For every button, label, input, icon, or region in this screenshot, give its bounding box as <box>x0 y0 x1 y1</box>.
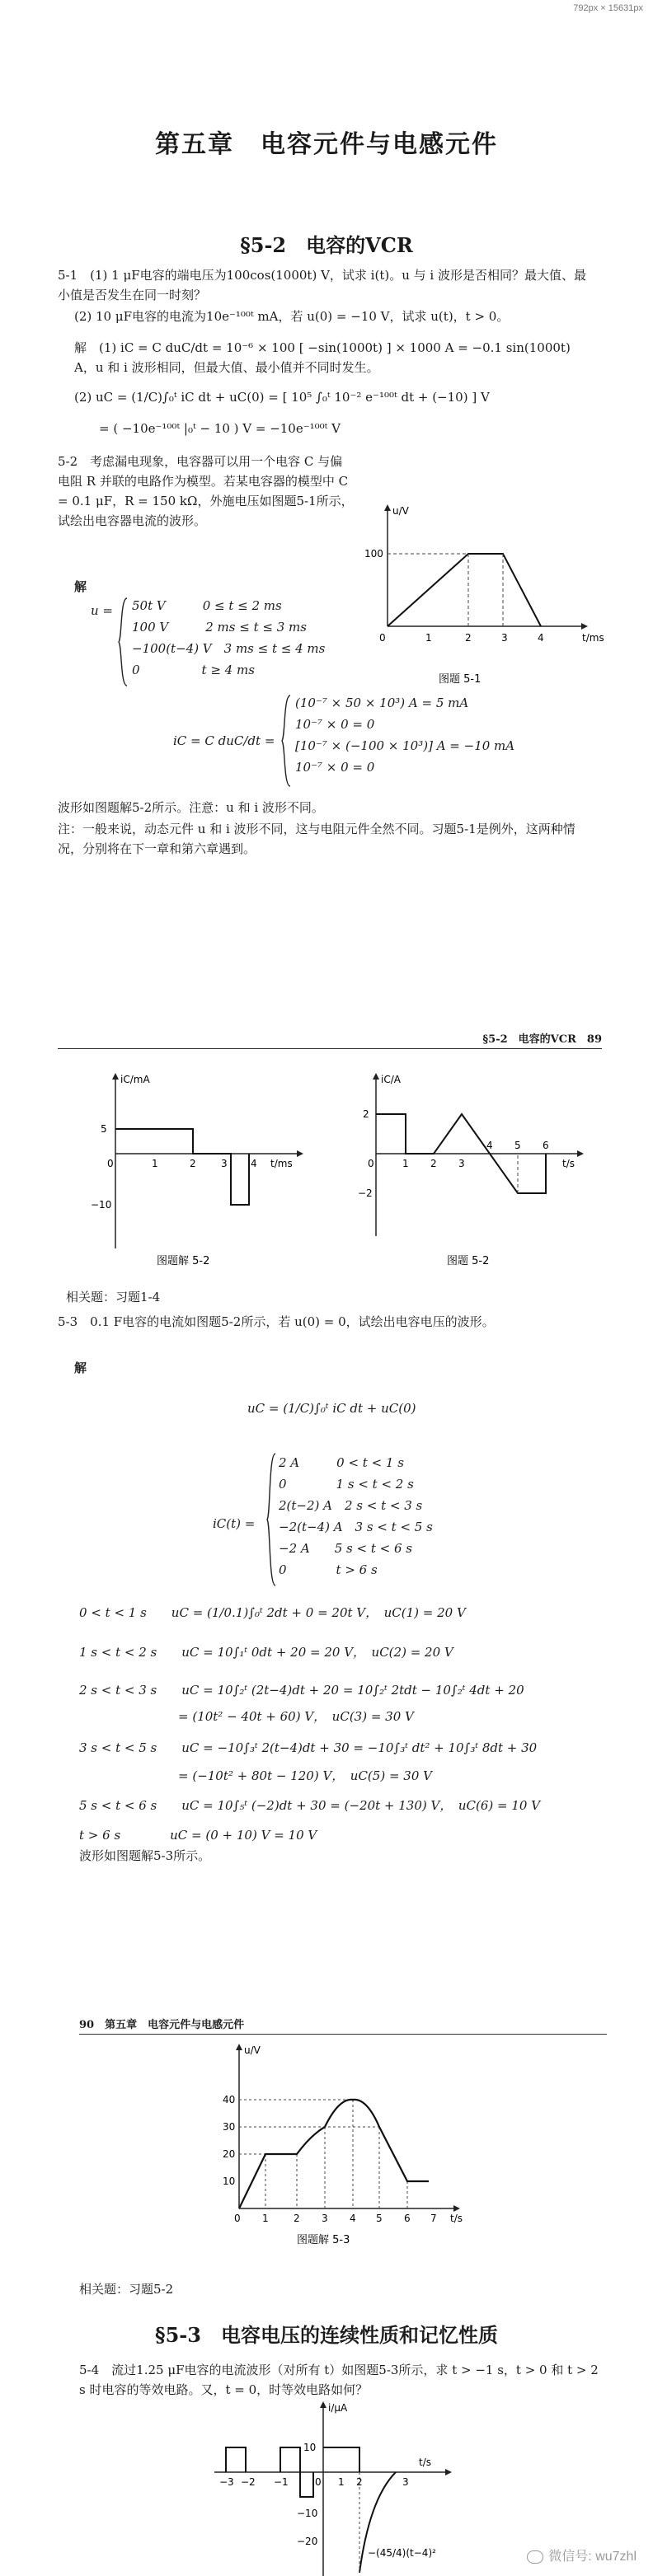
fig-sol53-xtick: 0 <box>234 2213 241 2224</box>
fig53-xlabel: t/s <box>419 2457 431 2468</box>
running-head-89: §5-2 电容的VCR 89 <box>482 1033 602 1046</box>
fig51-xtick: 0 <box>379 632 386 644</box>
fig52-xtick: 1 <box>402 1158 409 1169</box>
ic-case: (10⁻⁷ × 50 × 10³) A = 5 mA <box>295 696 469 710</box>
fig-sol52-xtick: 1 <box>152 1158 158 1169</box>
section-5-2-title: §5-2 电容的VCR <box>240 233 413 257</box>
fig-sol53-xlabel: t/s <box>450 2213 463 2224</box>
fig52-ytick: −2 <box>358 1187 373 1199</box>
chat-bubble-icon <box>527 2550 543 2564</box>
header-rule <box>79 2034 607 2035</box>
brace-ic-t <box>265 1452 277 1587</box>
fig53-xtick: 0 <box>315 2476 322 2488</box>
fig52-xlabel: t/s <box>562 1158 575 1169</box>
problem-5-2-note: 注：一般来说，动态元件 u 和 i 波形不同，这与电阻元件全然不同。习题5-1是例外，这两种情况，分别将在下一章和第六章遇到。 <box>58 822 575 856</box>
fig53-xtick: −1 <box>274 2476 289 2488</box>
ic-t-case: −2 A 5 s < t < 6 s <box>279 1541 412 1556</box>
fig-sol52-ytick: 5 <box>101 1123 107 1135</box>
fig-sol53-caption: 图题解 5-3 <box>297 2234 350 2246</box>
ic-label: iC = C duC/dt = <box>173 733 275 748</box>
section-5-3-title: §5-3 电容电压的连续性质和记忆性质 <box>155 2323 498 2347</box>
fig-sol52-ytick: −10 <box>91 1199 112 1211</box>
fig-sol52-ylabel: iC/mA <box>120 1074 150 1085</box>
u-case: −100(t−4) V 3 ms ≤ t ≤ 4 ms <box>132 641 326 656</box>
fig53-xtick: 2 <box>356 2476 363 2488</box>
brace-ic <box>280 694 292 788</box>
fig-sol53-ytick: 10 <box>223 2176 236 2187</box>
fig-sol52-xtick: 3 <box>221 1158 228 1169</box>
fig53-xtick: −3 <box>219 2476 234 2488</box>
solution-row: 2 s < t < 3 s uC = 10∫₂ᵗ (2t−4)dt + 20 = 10∫₂ᵗ 2tdt − 10∫₂ᵗ 4dt + 20 <box>79 1683 524 1698</box>
fig51-xtick: 4 <box>538 632 544 644</box>
fig53-ytick: −20 <box>297 2536 318 2547</box>
fig-sol52-xtick: 0 <box>107 1158 114 1169</box>
header-rule <box>58 1048 602 1049</box>
chapter-title: 第五章 电容元件与电感元件 <box>155 130 498 159</box>
figure-5-1 <box>363 503 610 700</box>
problem-5-2-text: 5-2 考虑漏电现象，电容器可以用一个电容 C 与偏电阻 R 并联的电路作为模型。若某电容器的模型中 C = 0.1 μF，R = 150 kΩ，外施电压如图题5-1所示，试绘出电容器电流的波形。 <box>58 454 354 528</box>
problem-5-3-text: 5-3 0.1 F电容的电流如图题5-2所示，若 u(0) = 0，试绘出电容电压的波形。 <box>58 1314 495 1329</box>
problem-5-2-solution-label: 解 <box>74 579 87 594</box>
ic-t-case: 0 t > 6 s <box>279 1562 378 1577</box>
figure-5-2 <box>338 1071 602 1269</box>
uc-formula: uC = (1/C)∫₀ᵗ iC dt + uC(0) <box>247 1401 416 1416</box>
problem-5-3-after: 波形如图题解5-3所示。 <box>79 1848 211 1863</box>
fig-sol53-ytick: 40 <box>223 2094 236 2105</box>
fig53-annotation: −(45/4)(t−4)² <box>368 2547 436 2559</box>
fig-sol53-xtick: 5 <box>376 2213 383 2224</box>
fig51-xtick: 3 <box>501 632 508 644</box>
fig53-ylabel: i/μA <box>328 2402 348 2414</box>
fig51-caption: 图题 5-1 <box>439 673 482 686</box>
solution-row: = (−10t² + 80t − 120) V， uC(5) = 30 V <box>79 1768 432 1783</box>
solution-row: 0 < t < 1 s uC = (1/0.1)∫₀ᵗ 2dt + 0 = 20t V， uC(1) = 20 V <box>79 1605 466 1620</box>
ic-t-case: 2 A 0 < t < 1 s <box>279 1455 404 1470</box>
problem-5-1-solution-3: = ( −10e⁻¹⁰⁰ᵗ |₀ᵗ − 10 ) V = −10e⁻¹⁰⁰ᵗ V <box>99 421 341 436</box>
u-label: u = <box>91 603 113 618</box>
problem-5-1-text: 5-1 (1) 1 μF电容的端电压为100cos(1000t) V，试求 i(t)。u 与 i 波形是否相同？最大值、最小值是否发生在同一时刻？ <box>58 268 586 302</box>
problem-5-4-text: 5-4 流过1.25 μF电容的电流波形（对所有 t）如图题5-3所示，求 t > −1 s，t > 0 和 t > 2 s 时电容的等效电路。又，t = 0，时等效电路如何？ <box>79 2363 599 2397</box>
fig-sol52-xtick: 4 <box>251 1158 257 1169</box>
problem-5-1-solution-2: (2) uC = (1/C)∫₀ᵗ iC dt + uC(0) = [ 10⁵ ∫₀ᵗ 10⁻² e⁻¹⁰⁰ᵗ dt + (−10) ] V <box>74 390 490 405</box>
problem-5-1-solution-1: 解 (1) iC = C duC/dt = 10⁻⁶ × 100 [ −sin(1000t) ] × 1000 A = −0.1 sin(1000t) A，u 和 i 波形相同，但最大值、最小值并不同时发生。 <box>74 340 571 375</box>
fig52-xtick: 4 <box>486 1140 493 1151</box>
related-problem-1: 相关题：习题1-4 <box>66 1290 161 1304</box>
fig52-ylabel: iC/A <box>381 1074 401 1085</box>
fig53-xtick: 1 <box>338 2476 345 2488</box>
figure-solution-5-2 <box>58 1071 322 1269</box>
fig53-ytick: 10 <box>303 2442 317 2453</box>
ic-case: 10⁻⁷ × 0 = 0 <box>295 760 375 775</box>
fig-sol53-ytick: 20 <box>223 2148 236 2160</box>
solution-row: 5 s < t < 6 s uC = 10∫₅ᵗ (−2)dt + 30 = (−20t + 130) V， uC(6) = 10 V <box>79 1798 541 1813</box>
solution-row: 3 s < t < 5 s uC = −10∫₃ᵗ 2(t−4)dt + 30 = −10∫₃ᵗ dt² + 10∫₃ᵗ 8dt + 30 <box>79 1740 538 1755</box>
fig52-xtick: 6 <box>543 1140 549 1151</box>
fig52-xtick: 0 <box>368 1158 374 1169</box>
fig51-xlabel: t/ms <box>582 632 604 644</box>
related-problem-2: 相关题：习题5-2 <box>79 2282 174 2297</box>
fig53-xtick: −2 <box>241 2476 256 2488</box>
fig51-xtick: 2 <box>465 632 472 644</box>
fig52-xtick: 2 <box>430 1158 437 1169</box>
running-head-90: 90 第五章 电容元件与电感元件 <box>79 2019 245 2031</box>
brace-u <box>117 597 129 687</box>
fig53-xtick: 3 <box>402 2476 409 2488</box>
solution-row: 1 s < t < 2 s uC = 10∫₁ᵗ 0dt + 20 = 20 V， uC(2) = 20 V <box>79 1645 453 1660</box>
ic-t-case: 0 1 s < t < 2 s <box>279 1477 414 1492</box>
watermark-text: 微信号: wu7zhl <box>548 2550 637 2564</box>
fig52-ytick: 2 <box>363 1108 369 1120</box>
fig-sol53-xtick: 7 <box>430 2213 437 2224</box>
fig-sol52-xlabel: t/ms <box>270 1158 293 1169</box>
figure-solution-5-3 <box>206 2042 478 2248</box>
fig-sol53-xtick: 6 <box>404 2213 411 2224</box>
figure-5-3 <box>198 2400 470 2576</box>
image-size-label: 792px × 15631px <box>573 3 643 13</box>
fig53-ytick: −10 <box>297 2508 318 2519</box>
u-case: 100 V 2 ms ≤ t ≤ 3 ms <box>132 620 307 635</box>
problem-5-3-solution-label: 解 <box>74 1361 87 1375</box>
fig51-ylabel: u/V <box>392 505 409 517</box>
fig-sol52-caption: 图题解 5-2 <box>157 1255 210 1267</box>
ic-t-label: iC(t) = <box>213 1516 256 1531</box>
problem-5-2-after: 波形如图题解5-2所示。注意：u 和 i 波形不同。 <box>58 800 324 815</box>
ic-case: [10⁻⁷ × (−100 × 10³)] A = −10 mA <box>295 738 515 753</box>
u-case: 50t V 0 ≤ t ≤ 2 ms <box>132 598 282 613</box>
fig-sol53-xtick: 2 <box>294 2213 300 2224</box>
fig-sol53-xtick: 4 <box>350 2213 356 2224</box>
u-case: 0 t ≥ 4 ms <box>132 663 255 677</box>
fig-sol53-ytick: 30 <box>223 2121 236 2133</box>
fig-sol52-xtick: 2 <box>190 1158 196 1169</box>
ic-t-case: −2(t−4) A 3 s < t < 5 s <box>279 1520 433 1534</box>
fig51-xtick: 1 <box>425 632 432 644</box>
watermark <box>527 2546 637 2564</box>
ic-case: 10⁻⁷ × 0 = 0 <box>295 717 375 732</box>
fig52-caption: 图题 5-2 <box>447 1255 490 1267</box>
fig51-ytick: 100 <box>364 548 383 560</box>
ic-t-case: 2(t−2) A 2 s < t < 3 s <box>279 1498 423 1513</box>
fig-sol53-xtick: 3 <box>322 2213 328 2224</box>
solution-row: t > 6 s uC = (0 + 10) V = 10 V <box>79 1828 317 1843</box>
fig52-xtick: 3 <box>458 1158 465 1169</box>
fig-sol53-ylabel: u/V <box>244 2044 261 2056</box>
problem-5-1-part2: (2) 10 μF电容的电流为10e⁻¹⁰⁰ᵗ mA，若 u(0) = −10 V，试求 u(t)，t > 0。 <box>74 309 510 324</box>
fig-sol53-xtick: 1 <box>262 2213 269 2224</box>
fig52-xtick: 5 <box>514 1140 521 1151</box>
solution-row: = (10t² − 40t + 60) V， uC(3) = 30 V <box>79 1709 414 1724</box>
